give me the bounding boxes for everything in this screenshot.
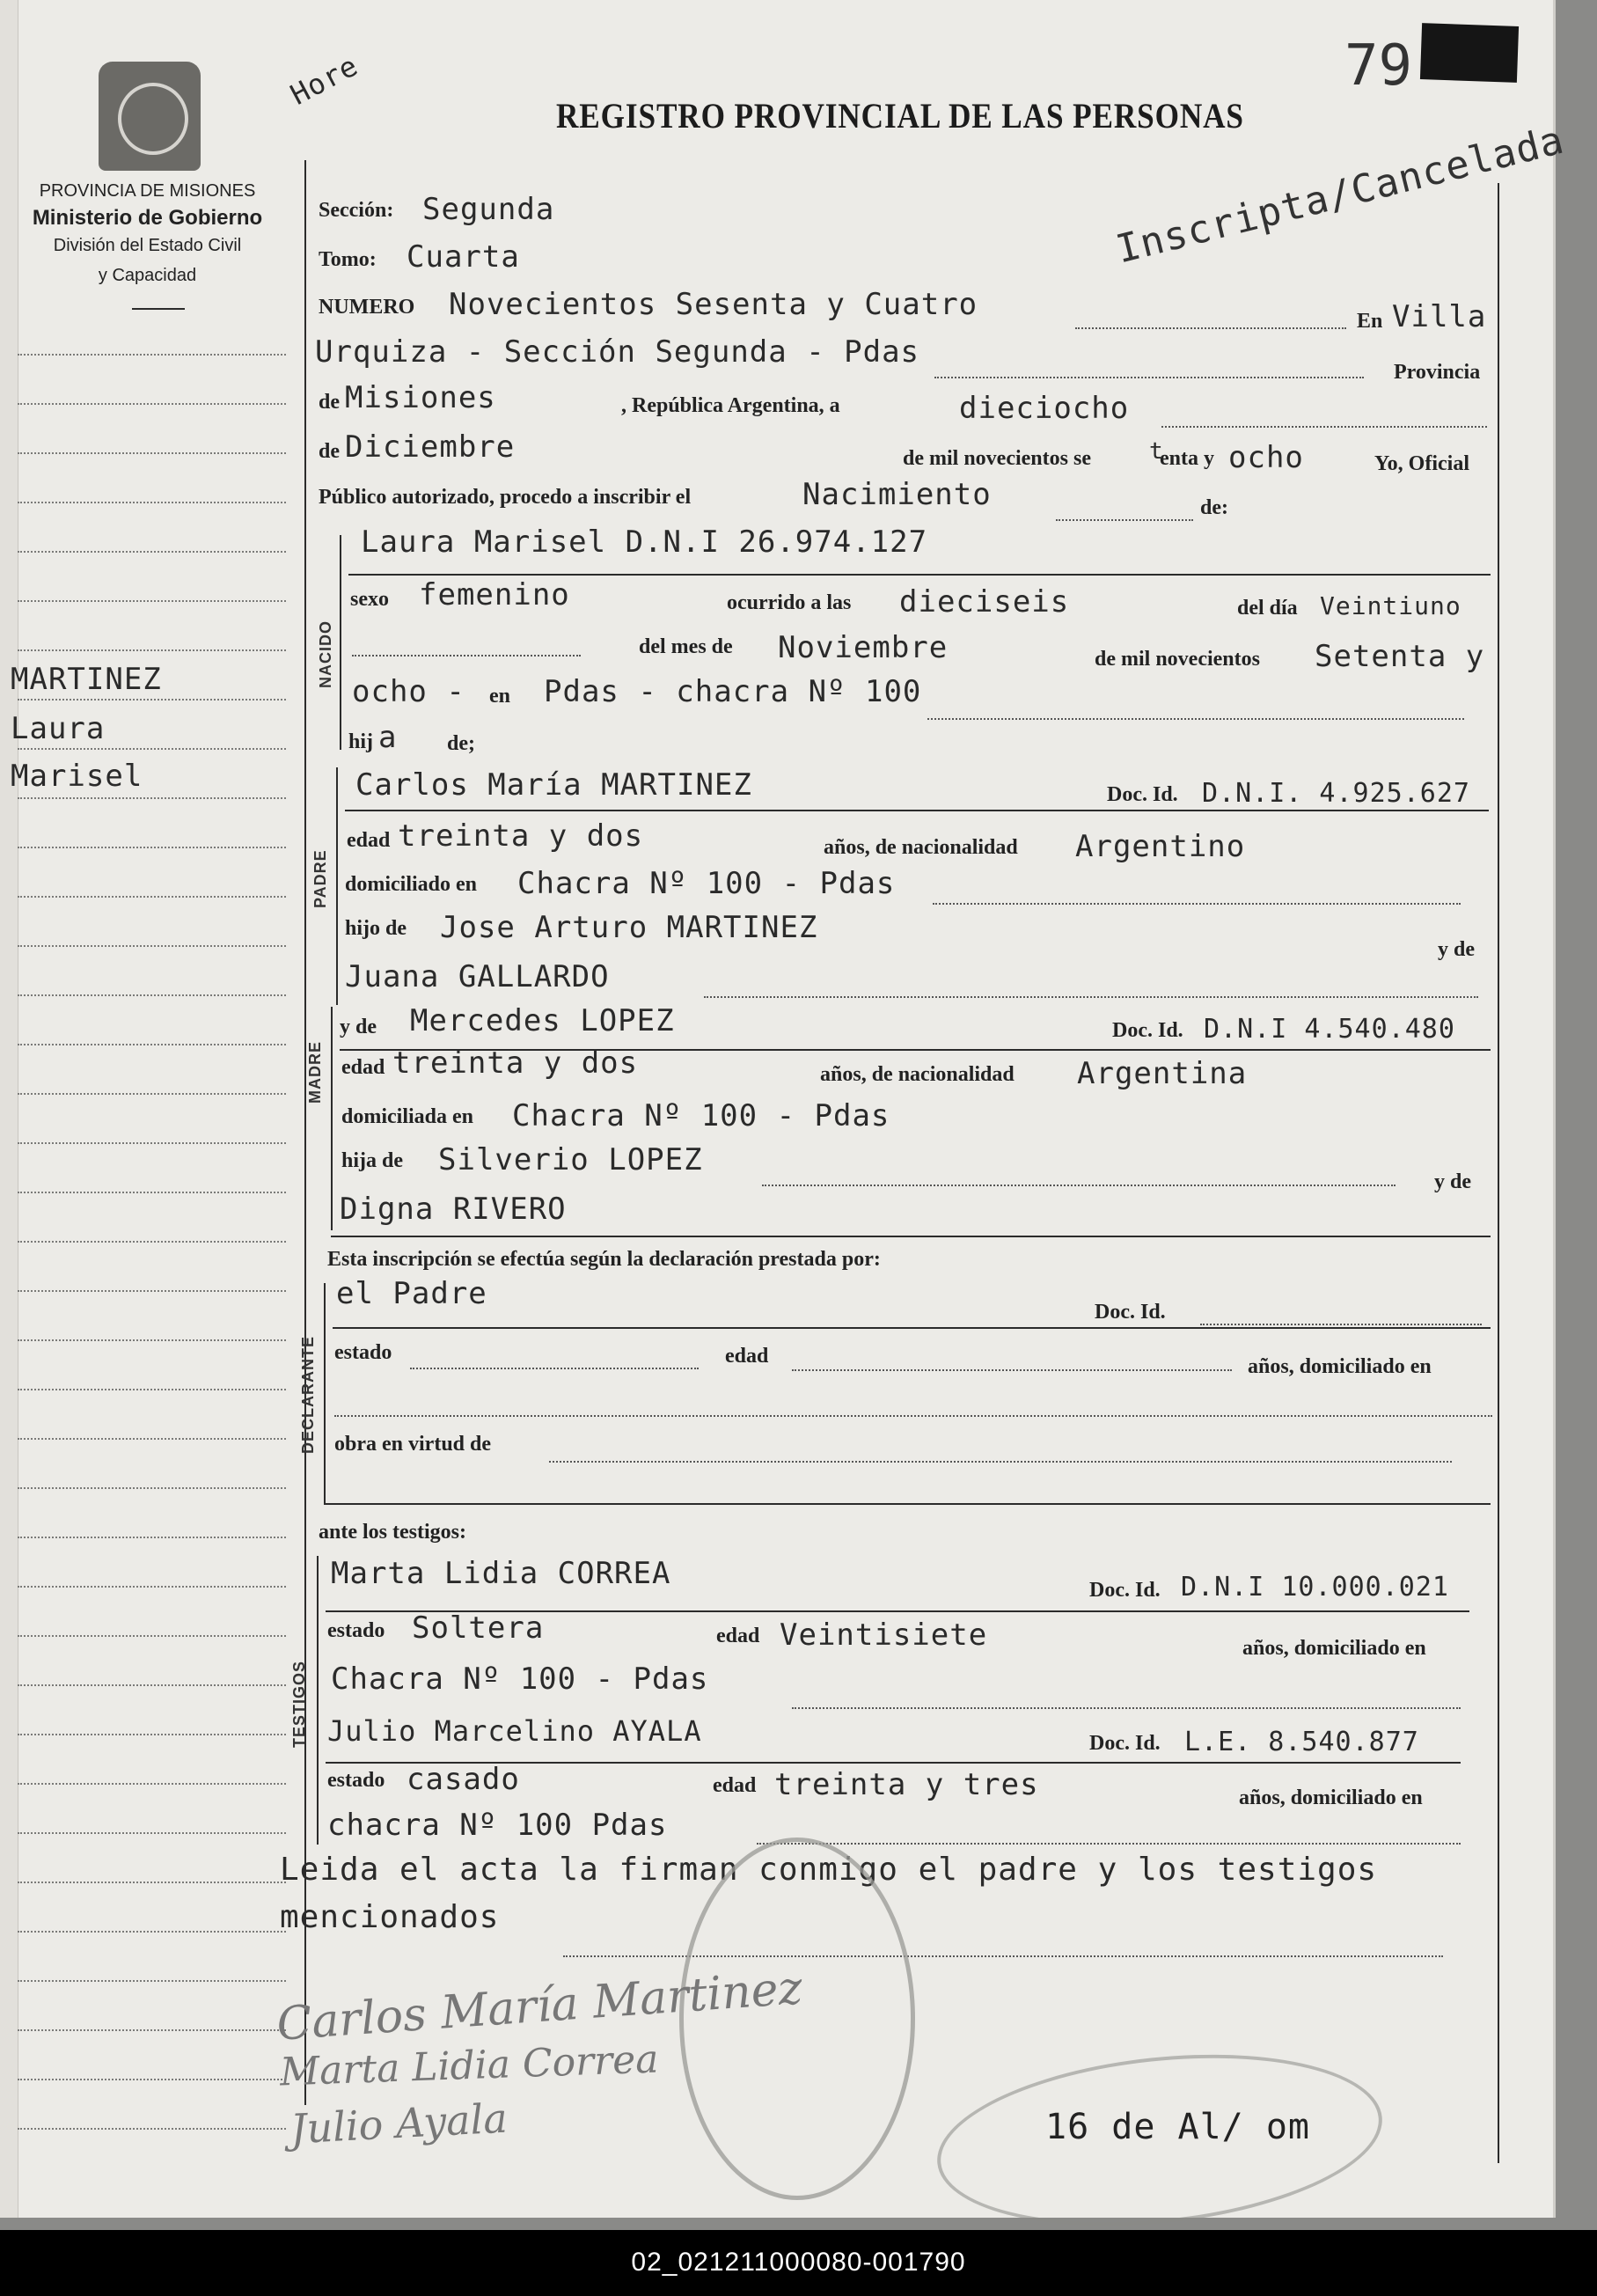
margin-rule xyxy=(18,1586,286,1588)
margin-rule xyxy=(18,1783,286,1785)
padre-doc: D.N.I. 4.925.627 xyxy=(1202,778,1470,809)
dia-value: dieciocho xyxy=(959,391,1130,426)
margin-rule xyxy=(18,1142,286,1144)
padre-nombre: Carlos María MARTINEZ xyxy=(355,767,752,803)
annotation-status: Inscripta/Cancelada xyxy=(1111,117,1569,273)
margin-rule xyxy=(18,994,286,996)
testigo2-doc: L.E. 8.540.877 xyxy=(1184,1727,1419,1757)
margin-rule xyxy=(18,699,286,701)
testigo2-nombre: Julio Marcelino AYALA xyxy=(327,1714,702,1748)
anio-value: ocho xyxy=(1228,440,1304,475)
coat-of-arms-icon xyxy=(99,62,201,171)
margin-rule xyxy=(18,847,286,848)
testigo2-domicilio: chacra Nº 100 Pdas xyxy=(327,1808,668,1843)
lugar-value: Villa xyxy=(1392,299,1487,334)
margin-rule xyxy=(18,748,286,750)
numero-value: Novecientos Sesenta y Cuatro xyxy=(449,287,978,322)
margin-rule xyxy=(18,1537,286,1538)
hora-value: dieciseis xyxy=(899,584,1070,620)
margin-rule xyxy=(18,2029,286,2031)
ministry-label: Ministerio de Gobierno xyxy=(32,206,263,230)
madre-edad: treinta y dos xyxy=(392,1045,639,1081)
acto-value: Nacimiento xyxy=(802,477,992,512)
padre-edad: treinta y dos xyxy=(398,818,644,854)
testigo2-edad: treinta y tres xyxy=(774,1767,1039,1802)
margin-name-2: Marisel xyxy=(11,759,143,794)
lugar-value-cont: Urquiza - Sección Segunda - Pdas xyxy=(315,334,920,370)
margin-rule xyxy=(18,403,286,405)
seccion-value: Segunda xyxy=(422,192,555,227)
padre-domicilio: Chacra Nº 100 - Pdas xyxy=(517,866,896,901)
lugar-nac-value: Pdas - chacra Nº 100 xyxy=(544,674,922,709)
margin-rule xyxy=(18,2079,286,2080)
margin-rule xyxy=(18,452,286,454)
padre-nacionalidad: Argentino xyxy=(1075,829,1246,864)
mes-value: Diciembre xyxy=(345,429,516,465)
margin-rule xyxy=(18,1044,286,1045)
dia-nac-value: Veintiuno xyxy=(1320,591,1461,620)
margin-rule xyxy=(18,1438,286,1440)
page-title: REGISTRO PROVINCIAL DE LAS PERSONAS xyxy=(556,96,1244,136)
margin-rule xyxy=(18,649,286,651)
official-signature: 16 de Al/ om xyxy=(1045,2107,1310,2147)
sexo-value: femenino xyxy=(419,577,570,613)
madre-doc: D.N.I 4.540.480 xyxy=(1204,1014,1455,1045)
division-label-2: y Capacidad xyxy=(98,266,197,285)
margin-rule xyxy=(18,1734,286,1735)
margin-rule xyxy=(18,1832,286,1834)
testigo1-edad: Veintisiete xyxy=(780,1617,988,1653)
madre-domicilio: Chacra Nº 100 - Pdas xyxy=(512,1098,890,1133)
madre-madre: Digna RIVERO xyxy=(340,1192,567,1227)
margin-rule xyxy=(18,1980,286,1982)
signature-witness-1: Marta Lidia Correa xyxy=(279,2036,660,2095)
margin-rule xyxy=(18,1635,286,1637)
margin-rule xyxy=(18,945,286,947)
margin-rule xyxy=(18,797,286,799)
testigo1-doc: D.N.I 10.000.021 xyxy=(1181,1572,1449,1603)
page-number: 79 xyxy=(1344,33,1413,99)
margin-rule xyxy=(18,1290,286,1292)
annotation-hore: Hore xyxy=(284,48,364,112)
tomo-value: Cuarta xyxy=(407,239,520,275)
margin-rule xyxy=(18,896,286,898)
margin-rule xyxy=(18,1192,286,1193)
anio-nac-value: Setenta y xyxy=(1315,639,1485,674)
margin-rule xyxy=(18,1931,286,1933)
margin-rule xyxy=(18,502,286,503)
margin-rule xyxy=(18,1241,286,1243)
register-page: 79 PROVINCIA DE MISIONES Ministerio de Gobierno División del Estado Civil y Capacidad Hore REGISTRO PROVINCIAL DE LAS PERSONAS Inscripta/Cancelada MARTINEZ Laura Marisel Sección: Segunda Tomo: Cuarta NUMERO Novecientos Sesenta y Cuatro En Villa Urquiza - Sección Segunda - Pdas Provincia de Misiones , República Argentina, a dieciocho de Diciembre de mil novecientos se t enta y ocho Yo, Oficial Público autorizado, procedo a inscribir el Nacimiento de: NACIDO Laura Marisel D.N.I 26.974.127 sexo femenino ocurrido a las dieciseis del día Veintiuno del mes de Noviembre de mil novecientos Setenta y ocho - en Pdas - chacra Nº 100 hij a de; PADRE Carlos María MARTINEZ Doc. Id. D.N.I. 4.925.627 edad treinta y dos años, de nacionalidad Argentino domiciliado en Chacra Nº 100 - Pdas hijo de Jose Arturo MARTINEZ y de Juana GALLARDO MADRE y de Mercedes LOPEZ Doc. Id. D.N.I 4.540.480 edad treinta y dos años, de nacionalidad Argentina domiciliada en Chacra Nº 100 - Pdas hija de Silverio LOPEZ y de Digna RIVERO Esta inscripción se efectúa según la declaración prestada por: DECLARANTE el Padre Doc. Id. estado edad años, domiciliado en obra en virtud de ante los testigos: TESTIGOS Marta Lidia CORREA Doc. Id. D.N.I 10.000.021 estado Soltera edad Veintisiete años, domiciliado en Chacra Nº 100 - Pdas Julio Marcelino AYALA Doc. Id. L.E. 8.540.877 estado casado edad treinta y tres años, domiciliado en chacra Nº 100 Pdas Leida el acta la firman conmigo el padre y los testigos mencionados Carlos María Martinez Marta Lidia Correa Julio Ayala 16 de Al/ om xyxy=(0,0,1556,2218)
margin-rule xyxy=(18,600,286,602)
signature-father: Carlos María Martinez xyxy=(275,1962,804,2051)
division-label-1: División del Estado Civil xyxy=(53,236,242,255)
madre-nacionalidad: Argentina xyxy=(1077,1056,1248,1091)
madre-padre: Silverio LOPEZ xyxy=(438,1142,703,1177)
margin-rule xyxy=(18,2128,286,2130)
signature-witness-2: Julio Ayala xyxy=(289,2094,509,2153)
padre-madre: Juana GALLARDO xyxy=(345,959,610,994)
footer-bar xyxy=(0,2230,1597,2296)
padre-padre: Jose Arturo MARTINEZ xyxy=(440,910,818,945)
declarante-value: el Padre xyxy=(336,1276,487,1311)
closing-line-1: Leida el acta la firman conmigo el padre y los testigos xyxy=(280,1852,1378,1888)
province-label: PROVINCIA DE MISIONES xyxy=(39,181,256,201)
margin-rule xyxy=(18,1389,286,1390)
testigo1-domicilio: Chacra Nº 100 - Pdas xyxy=(331,1661,709,1697)
tape-mark xyxy=(1420,23,1519,83)
margin-rule xyxy=(18,551,286,553)
anio-nac-cont: ocho - xyxy=(352,674,465,709)
margin-rule xyxy=(18,354,286,356)
testigo1-estado: Soltera xyxy=(412,1610,545,1646)
margin-rule xyxy=(18,1339,286,1341)
margin-rule xyxy=(18,1684,286,1686)
mes-nac-value: Noviembre xyxy=(778,630,949,665)
footer-code: 02_021211000080-001790 xyxy=(631,2248,966,2277)
hij-suffix: a xyxy=(378,720,398,755)
testigo2-estado: casado xyxy=(407,1762,520,1797)
madre-nombre: Mercedes LOPEZ xyxy=(410,1003,675,1038)
margin-rule xyxy=(18,1882,286,1883)
page-binding xyxy=(0,0,18,2218)
provincia-value: Misiones xyxy=(345,380,496,415)
closing-line-2: mencionados xyxy=(280,1899,500,1935)
margin-name-1: Laura xyxy=(11,711,106,746)
testigo1-nombre: Marta Lidia CORREA xyxy=(331,1556,671,1591)
nacido-nombre: Laura Marisel D.N.I 26.974.127 xyxy=(361,524,928,560)
margin-rule xyxy=(18,1093,286,1095)
margin-rule xyxy=(18,1487,286,1489)
margin-surname: MARTINEZ xyxy=(11,662,162,697)
